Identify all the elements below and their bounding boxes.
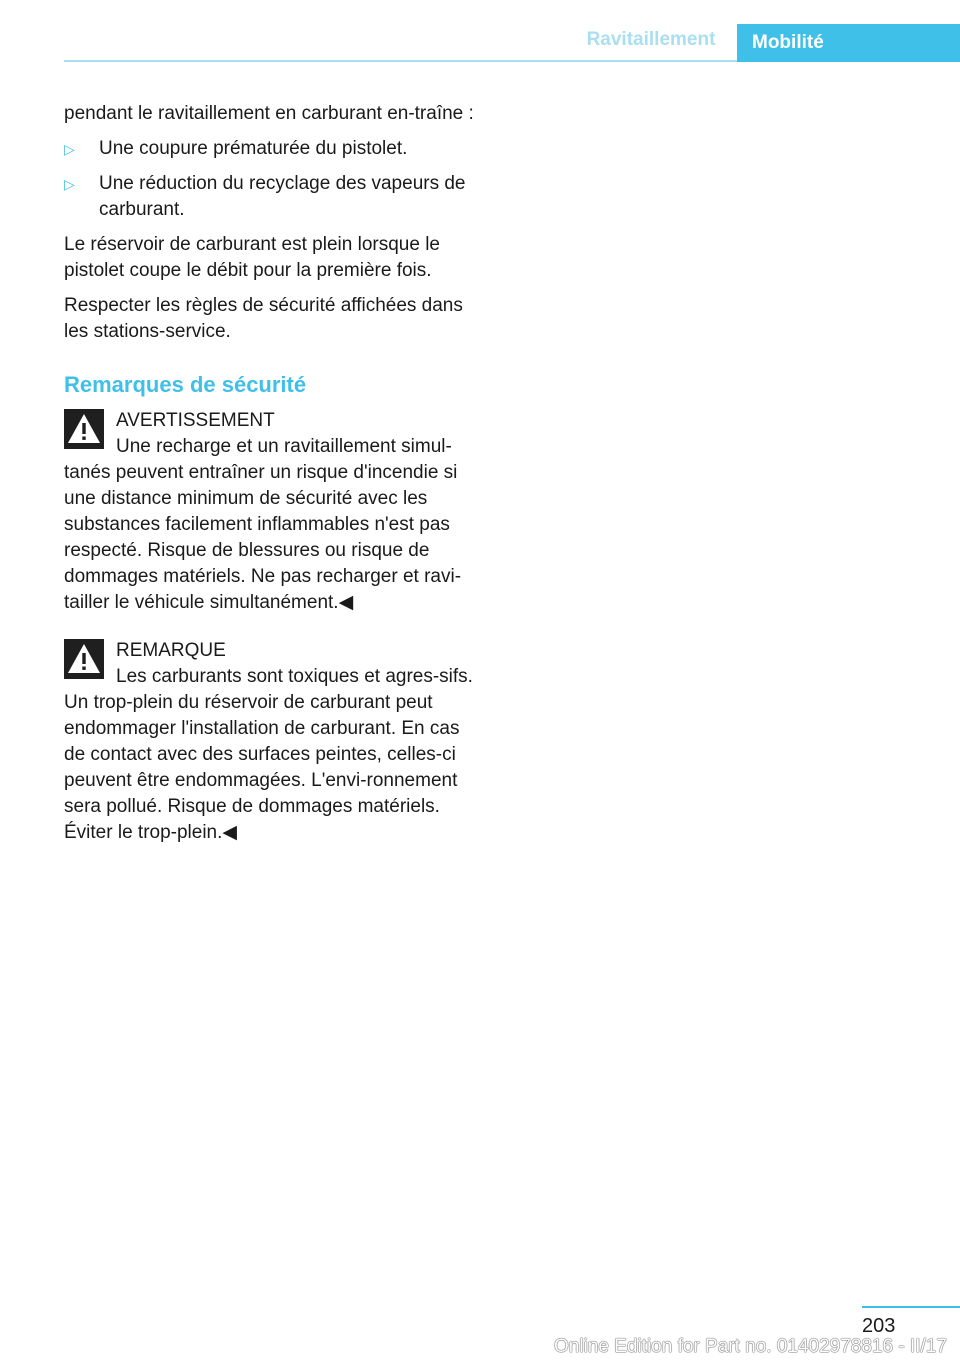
list-item-text: Une coupure prématurée du pistolet.: [99, 138, 408, 159]
notice-box: [64, 638, 478, 846]
list-item: [64, 171, 478, 223]
bullet-triangle-icon: ▷: [64, 176, 75, 192]
page-number: 203: [862, 1315, 896, 1337]
warning-box: [64, 408, 478, 616]
warning-title: AVERTISSEMENT: [116, 410, 275, 431]
main-content: [64, 101, 478, 868]
section-heading: Remarques de sécurité: [64, 372, 307, 397]
paragraph-full-tank: Le réservoir de carburant est plein lorsque le pistolet coupe le débit pour la première fois.: [64, 234, 440, 281]
paragraph-safety-rules: Respecter les règles de sécurité affichées dans les stations-service.: [64, 295, 463, 342]
warning-body: Une recharge et un ravitaillement simul-tanés peuvent entraîner un risque d'incendie si une distance minimum de sécurité avec les substances facilement inflammables n'est pas respecté. Risque de blessures ou risque de dommages matériels. Ne pas recharger et ravi-tailler le véhicule simultanément.◀: [64, 436, 462, 613]
footer-rule: [862, 1306, 960, 1308]
bullet-triangle-icon: ▷: [64, 141, 75, 157]
notice-body: Les carburants sont toxiques et agres-sifs. Un trop-plein du réservoir de carburant peut endommager l'installation de carburant. En cas de contact avec des surfaces peintes, celles-ci peuvent être endommagées. L'envi-ronnement sera pollué. Risque de dommages matériels. Éviter le trop-plein.◀: [64, 666, 473, 843]
list-item: [64, 136, 478, 162]
edition-footer: Online Edition for Part no. 01402978816 - II/17: [554, 1336, 947, 1357]
warning-triangle-icon: [64, 409, 104, 449]
intro-paragraph: pendant le ravitaillement en carburant en-traîne :: [64, 103, 474, 124]
chapter-tab[interactable]: Mobilité: [737, 24, 960, 62]
warning-triangle-icon: [64, 639, 104, 679]
notice-title: REMARQUE: [116, 640, 226, 661]
list-item-text: Une réduction du recyclage des vapeurs de carburant.: [99, 173, 466, 220]
section-tab[interactable]: Ravitaillement: [586, 29, 716, 50]
